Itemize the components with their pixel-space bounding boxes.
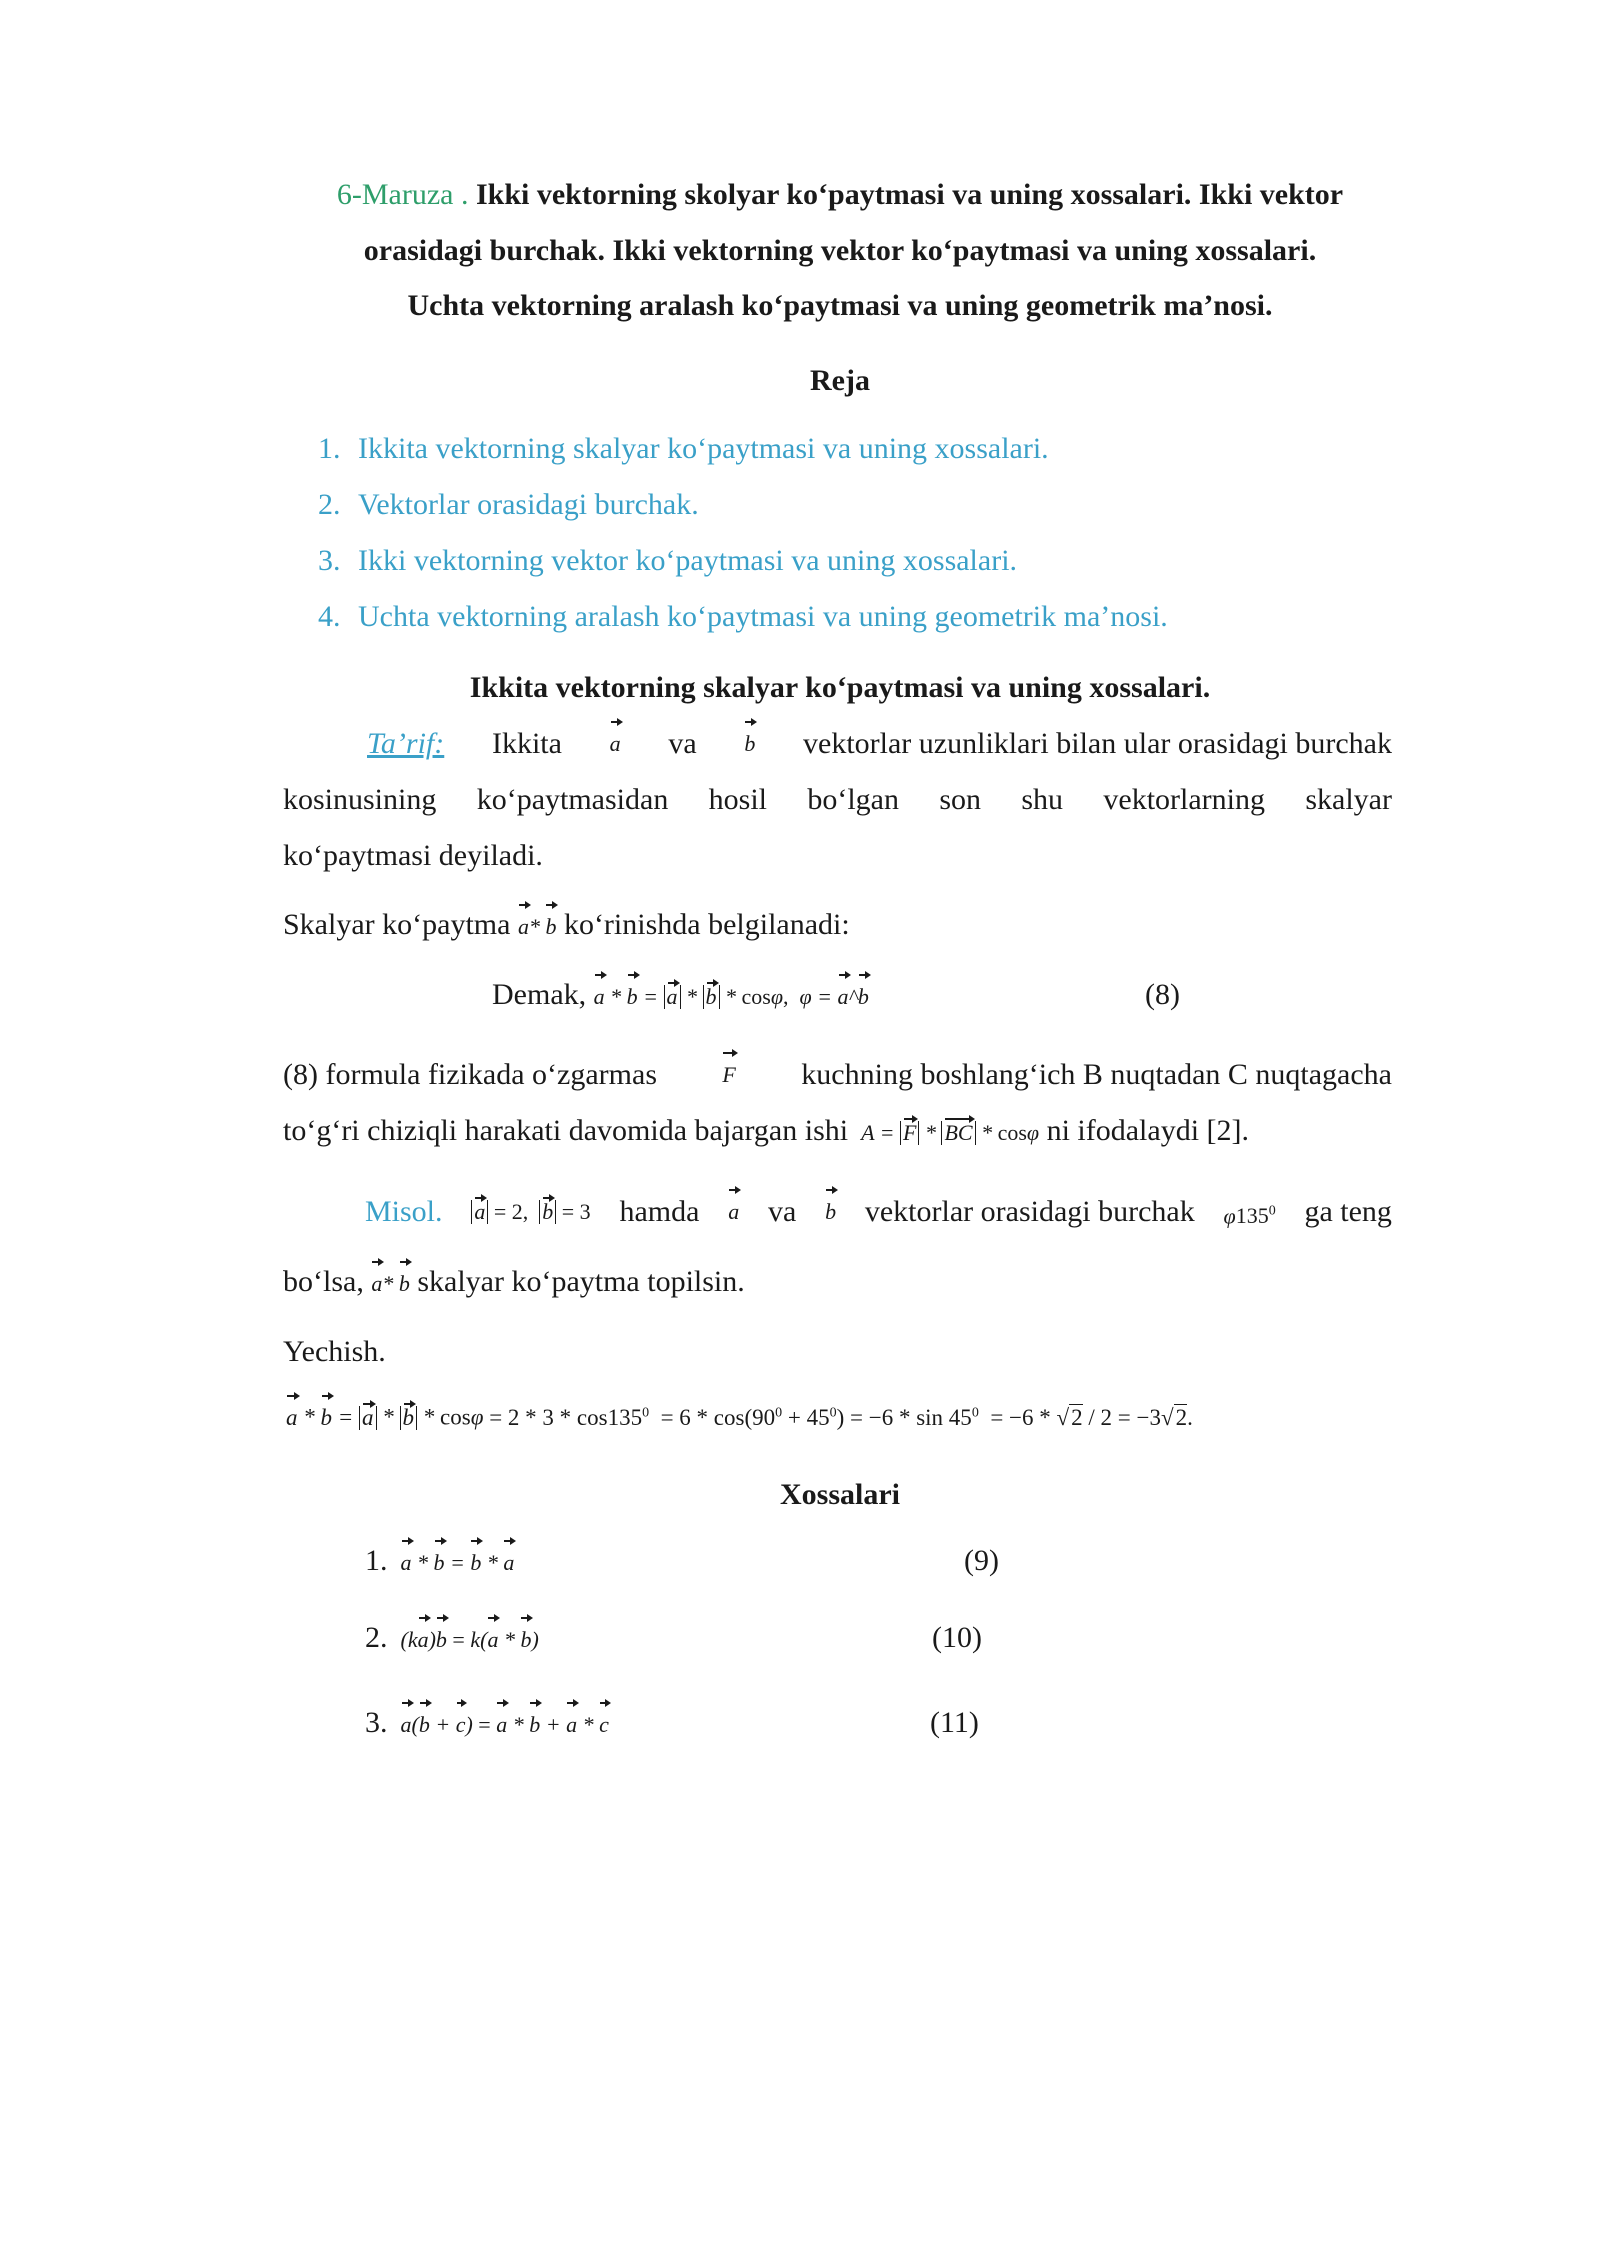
property-number: 1. [365, 1544, 388, 1577]
work-formula: A = F * BC * cosφ [855, 1120, 1040, 1145]
property-2-number: (10) [932, 1621, 982, 1654]
property-formula: (ka)b = k(a * b) [395, 1627, 539, 1652]
dot-product-notation: a* b [371, 1271, 410, 1296]
example-text-e: skalyar ko‘paytma topilsin. [417, 1265, 745, 1298]
angle-value: $\varphi 135^0$ [1223, 1203, 1276, 1229]
property-formula: a(b + c) = a * b + a * c [395, 1712, 609, 1737]
plan-item-text: Ikkita vektorning skalyar ko‘paytmasi va uning xossalari. [358, 432, 1049, 465]
formula-8-number: (8) [1145, 978, 1180, 1011]
plan-item-4 [318, 597, 1168, 637]
vector-f: F [722, 1055, 735, 1095]
property-formula: a * b = b * a [395, 1550, 514, 1575]
physics-line-2 [283, 1111, 1249, 1153]
property-3 [365, 1703, 609, 1745]
plan-heading: Reja [810, 364, 870, 397]
vector-b: b [825, 1192, 836, 1236]
lecture-label: 6-Maruza . [336, 178, 469, 211]
property-number: 2. [365, 1621, 388, 1654]
solution-formula: $a * b = a * b * \cos\varphi = 2 * 3 * \cos 135^0 = 6 * \cos(90^0 + 45^0) = -6 * \sin 45^0 = -6 * √2 / 2 = -3√2$. [286, 1393, 1193, 1438]
example-label: Misol. [365, 1195, 443, 1228]
vector-a: a [728, 1192, 739, 1236]
solution-label: Yechish. [283, 1335, 386, 1368]
plan-item-2 [318, 485, 699, 525]
example-text-c: ga teng [1304, 1195, 1392, 1228]
formula-8-line [492, 975, 869, 1017]
example-text-d: bo‘lsa, [283, 1265, 364, 1298]
example-magnitudes: a = 2, b = 3 [471, 1192, 590, 1236]
plan-item-number: 4. [318, 600, 341, 633]
notation-line [283, 905, 850, 947]
demak-text: Demak, [492, 978, 587, 1011]
physics-text-a: (8) formula fizikada o‘zgarmas [283, 1058, 657, 1091]
property-1-number: (9) [964, 1544, 999, 1577]
notation-suffix: ko‘rinishda belgilanadi: [563, 908, 850, 941]
physics-text-b: kuchning boshlang‘ich B nuqtadan C nuqtagacha [801, 1058, 1392, 1091]
property-2 [365, 1618, 539, 1660]
example-line-1 [365, 1192, 1392, 1236]
plan-item-text: Ikki vektorning vektor ko‘paytmasi va uning xossalari. [358, 544, 1018, 577]
properties-heading: Xossalari [780, 1478, 900, 1511]
dot-product-notation: a* b [518, 914, 557, 939]
definition-line-1 [367, 724, 1392, 764]
plan-item-text: Vektorlar orasidagi burchak. [358, 488, 699, 521]
example-va: va [767, 1195, 797, 1228]
section-heading: Ikkita vektorning skalyar ko‘paytmasi va uning xossalari. [469, 671, 1211, 704]
vector-a: a [610, 724, 621, 764]
plan-item-3 [318, 541, 1017, 581]
property-3-number: (11) [930, 1706, 979, 1739]
physics-text-d: ni ifodalaydi [2]. [1046, 1114, 1250, 1147]
definition-line-3: ko‘paytmasi deyiladi. [283, 839, 543, 872]
title-text-1: Ikki vektorning skolyar ko‘paytmasi va uning xossalari. Ikki vektor [475, 178, 1344, 211]
def-va: va [668, 727, 697, 760]
example-text-b: vektorlar orasidagi burchak [864, 1195, 1195, 1228]
plan-item-1 [318, 429, 1049, 469]
title-line-1 [0, 175, 1600, 215]
property-number: 3. [365, 1706, 388, 1739]
physics-text-c: to‘g‘ri chiziqli harakati davomida bajargan ishi [283, 1114, 849, 1147]
property-1 [365, 1541, 514, 1583]
plan-item-number: 2. [318, 488, 341, 521]
plan-item-number: 1. [318, 432, 341, 465]
plan-item-text: Uchta vektorning aralash ko‘paytmasi va uning geometrik ma’nosi. [358, 600, 1168, 633]
example-line-2 [283, 1262, 745, 1304]
vector-b: b [744, 724, 755, 764]
title-line-3: Uchta vektorning aralash ko‘paytmasi va uning geometrik ma’nosi. [407, 289, 1273, 322]
definition-line-2: kosinusining ko‘paytmasidan hosil bo‘lgan son shu vektorlarning skalyar [283, 783, 1392, 816]
notation-prefix: Skalyar ko‘paytma [283, 908, 511, 941]
title-line-2: orasidagi burchak. Ikki vektorning vektor ko‘paytmasi va uning xossalari. [363, 234, 1317, 267]
def-text-2: vektorlar uzunliklari bilan ular orasidagi burchak [803, 727, 1392, 760]
definition-label: Ta’rif: [367, 727, 445, 760]
plan-item-number: 3. [318, 544, 341, 577]
formula-8: a * b = a * b * cosφ, φ = a^b [594, 984, 869, 1009]
def-text: Ikkita [491, 727, 562, 760]
physics-line-1 [283, 1055, 1392, 1095]
example-text-a: hamda [619, 1195, 700, 1228]
